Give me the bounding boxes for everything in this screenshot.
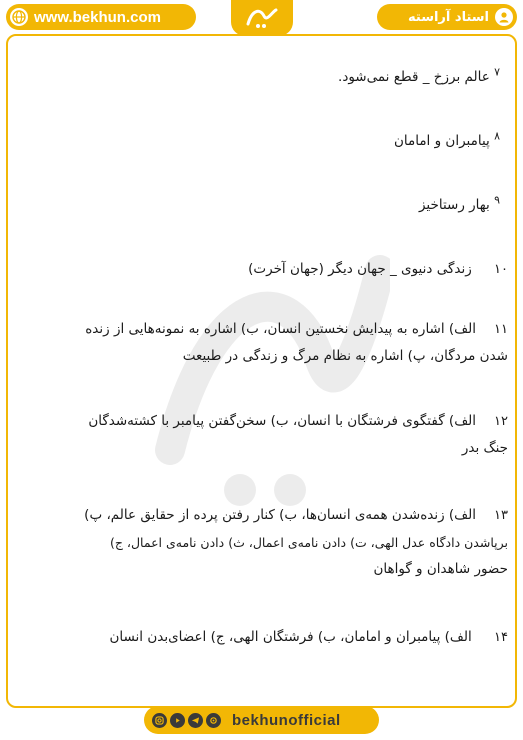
- item-number: ۱۲: [494, 414, 508, 429]
- website-url: www.bekhun.com: [34, 8, 161, 26]
- list-item: [38, 502, 508, 583]
- page-header: [0, 0, 523, 36]
- item-text: عالم برزخ _ قطع نمی‌شود.: [338, 69, 490, 85]
- list-item: [38, 624, 508, 651]
- instagram-icon[interactable]: [152, 713, 167, 728]
- item-line: حضور شاهدان و گواهان: [373, 561, 508, 577]
- list-item: [30, 192, 500, 219]
- section-title: استاد آراسته: [408, 9, 489, 25]
- social-handle: bekhunofficial: [232, 711, 341, 729]
- item-line: الف) گفتگوی فرشتگان با انسان، ب) سخن‌گفتن پیامبر با کشته‌شدگان: [88, 413, 477, 429]
- list-item: [30, 64, 500, 91]
- website-badge[interactable]: [6, 4, 196, 30]
- aparat-icon[interactable]: [206, 713, 221, 728]
- footer-social-bar[interactable]: [144, 706, 379, 734]
- item-line: الف) زنده‌شدن همه‌ی انسان‌ها، ب) کنار رفتن پرده از حقایق عالم، پ): [84, 507, 477, 523]
- list-item: [38, 316, 508, 370]
- item-line: الف) اشاره به پیدایش نخستین انسان، ب) اشاره به نمونه‌هایی از زنده‌: [85, 321, 477, 337]
- list-item: [30, 128, 500, 155]
- item-number: ۸: [494, 129, 500, 143]
- item-number: ۱۴: [494, 630, 508, 645]
- section-badge[interactable]: [377, 4, 517, 30]
- item-number: ۹: [494, 193, 500, 207]
- item-line: جنگ بدر: [461, 440, 508, 456]
- item-line: شدن مردگان، پ) اشاره به نظام مرگ و زندگی در طبیعت: [182, 348, 508, 364]
- item-number: ۱۳: [494, 508, 508, 523]
- item-line: برپاشدن دادگاه عدل الهی، ت) دادن نامه‌ی اعمال، ث) دادن نامه‌ی اعمال، ج): [110, 535, 508, 550]
- item-number: ۷: [494, 65, 500, 79]
- list-item: [38, 256, 508, 283]
- user-icon: [495, 8, 513, 26]
- item-text: زندگی دنیوی _ جهان دیگر (جهان آخرت): [248, 261, 472, 277]
- item-text: الف) پیامبران و امامان، ب) فرشتگان الهی، ج) اعضای‌بدن انسان: [109, 629, 472, 645]
- telegram-icon[interactable]: [188, 713, 203, 728]
- globe-icon: [10, 8, 28, 26]
- item-number: ۱۱: [494, 322, 508, 337]
- item-text: پیامبران و امامان: [393, 133, 490, 149]
- list-item: [38, 408, 508, 462]
- item-number: ۱۰: [494, 262, 508, 277]
- brand-logo: [231, 0, 293, 36]
- item-text: بهار رستاخیز: [418, 197, 490, 213]
- youtube-icon[interactable]: [170, 713, 185, 728]
